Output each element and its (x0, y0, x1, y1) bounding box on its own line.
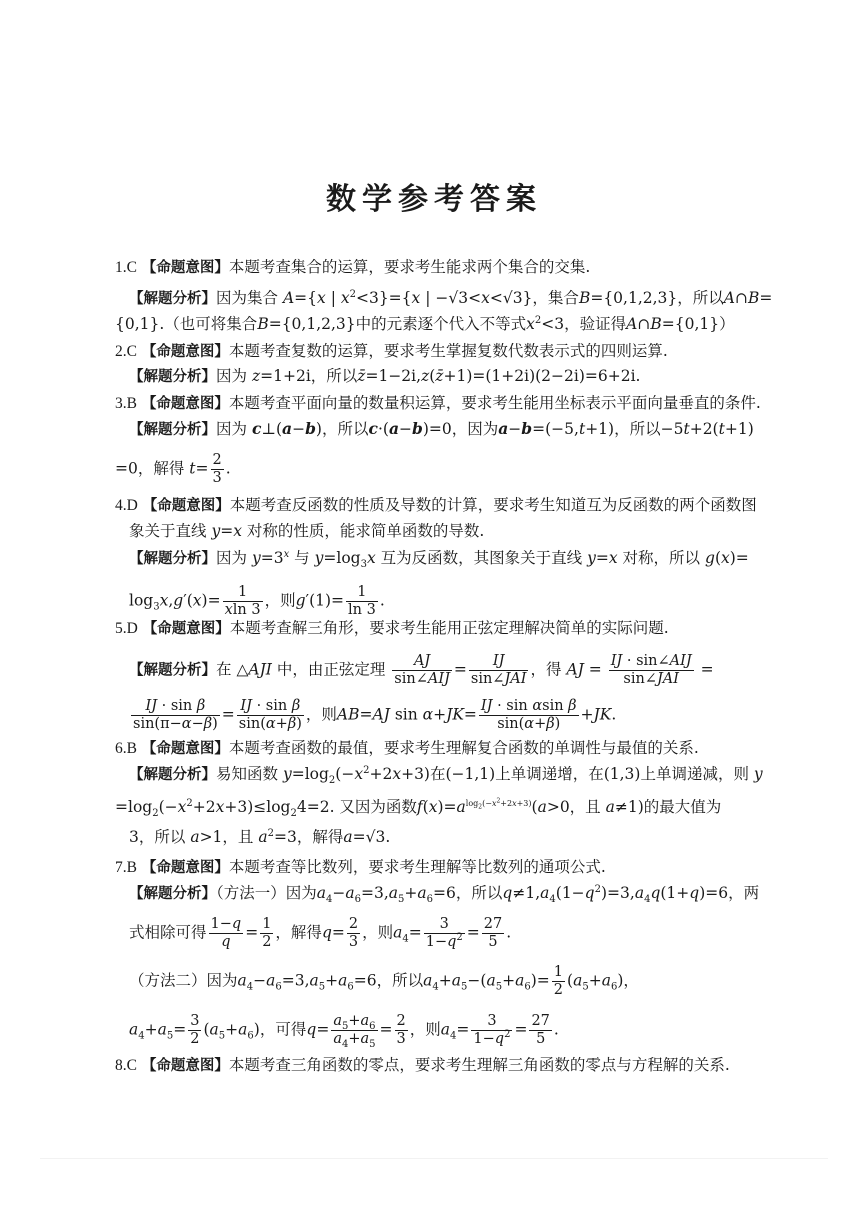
q3-analysis-line: 【解题分析】因为 c⊥(a−b)，所以c·(a−b)=0，因为a−b=(−5,t+1)，所以−5t+2(t+1) (129, 419, 754, 438)
q8-intent-text: 本题考查三角函数的零点，要求考生理解三角函数的零点与方程解的关系. (228, 1056, 730, 1074)
q6-analysis-line: 【解题分析】易知函数 $y=\log_2(-x^2+2x+3)$在(−1,1)上单调递增，在(1,3)上单调递减，则 y (129, 764, 763, 787)
q8-intent-line: 8.C 【命题意图】本题考查三角函数的零点，要求考生理解三角函数的零点与方程解的关系. (115, 1056, 730, 1074)
q6-analysis-line-2: $=\log_2(-x^2+2x+3)\le\log_24=2$. 又因为函数$f(x)=a^{log_2(-x^2+2x+3)}(a>0$，且 a≠1)的最大值为 (115, 797, 722, 820)
q5-analysis-line-2: $\frac{\text{IJ · sin β}}{\sin(\pi-\alpha-\beta)}$ = $\frac{\text{IJ · sin β}}{\sin(\alpha+\beta)}$ ，则AB=AJ sin α+JK= $\frac{\text{IJ · sin αsin β}}{\sin(\alpha+\beta)}$ +JK. (133, 698, 617, 732)
q6-analysis-line-3: 3，所以 a>1，且 $a^2=3$，解得a=√3. (129, 827, 391, 846)
q7-method2-line-2: $a_4+a_5=$ $\frac{3}{2}$ $(a_5+a_6)$，可得q= $\frac{a_5+a_6}{a_4+a_5}$ = $\frac{2}{3}$ ，则$a_4=$ $\frac{3}{1-q^2}$ = $\frac{27}{5}$ . (129, 1013, 559, 1050)
q2-intent-text: 本题考查复数的运算，要求考生掌握复数代数表示式的四则运算. (228, 342, 668, 360)
q7-analysis-line-2: 式相除可得 $\frac{1-q}{q}$ = $\frac{1}{2}$ ，解得q= $\frac{2}{3}$ ，则$a_4=$ $\frac{3}{1-q^2}$ = $\frac{27}{5}$ . (129, 916, 512, 950)
q1-intent-text: 本题考查集合的运算，要求考生能求两个集合的交集. (228, 258, 591, 276)
q1-intent-line (115, 257, 590, 278)
q7-method2-line: （方法二）因为$a_4-a_6=3,a_5+a_6=6$，所以$a_4+a_5-(a_5+a_6)=$ $\frac{1}{2}$ $(a_5+a_6)$， (129, 964, 639, 998)
q3-analysis-line-2: =0，解得 t= $\frac{2}{3}$ . (115, 452, 231, 486)
q1-analysis-line: 【解题分析】因为集合 A={x | $x^2<3\}=\{x$ | −√3<x<√3}，集合B={0,1,2,3}，所以A∩B= (129, 288, 773, 307)
q1-number: 1.C (115, 259, 137, 276)
q3-intent-text: 本题考查平面向量的数量积运算，要求考生能用坐标表示平面向量垂直的条件. (228, 394, 761, 412)
page-title: 数学参考答案 (326, 182, 542, 217)
q1-intent-tag: 【命题意图】 (141, 260, 229, 276)
q7-intent-text: 本题考查等比数列，要求考生理解等比数列的通项公式. (228, 858, 606, 876)
q6-intent-line: 6.B 【命题意图】本题考查函数的最值，要求考生理解复合函数的单调性与最值的关系. (115, 739, 699, 757)
q1-analysis-line-2: {0,1}.（也可将集合B={0,1,2,3}中的元素逐个代入不等式$x^2<3$，验证得A∩B={0,1}） (115, 314, 735, 333)
q6-intent-text: 本题考查函数的最值，要求考生理解复合函数的单调性与最值的关系. (228, 739, 699, 757)
q4-analysis-line: 【解题分析】因为 $y=3^x$ 与 $y=\log_3x$ 互为反函数，其图象关于直线 y=x 对称，所以 g(x)= (129, 548, 749, 571)
q2-analysis-line: 【解题分析】因为 z=1+2i，所以z̄=1−2i,z(z̄+1)=(1+2i)(2−2i)=6+2i. (129, 367, 641, 385)
q4-intent-text: 本题考查反函数的性质及导数的计算，要求考生知道互为反函数的两个函数图 (229, 496, 757, 514)
q4-intent-line-2: 象关于直线 y=x 对称的性质，能求简单函数的导数. (129, 522, 485, 540)
q7-analysis-line: 【解题分析】（方法一）因为$a_4-a_6=3,a_5+a_6=6$，所以$q\ne 1,a_4(1-q^2)=3,a_4q(1+q)=6$，两 (129, 883, 760, 906)
q4-intent-line: 4.D 【命题意图】本题考查反函数的性质及导数的计算，要求考生知道互为反函数的两个函数图 (115, 496, 757, 514)
q4-analysis-line-2: $\log_3x,g'(x)=$ $\frac{1}{xln 3}$ ，则g′(1)= $\frac{1}{\ln 3}$ . (129, 584, 385, 618)
q3-intent-line: 3.B 【命题意图】本题考查平面向量的数量积运算，要求考生能用坐标表示平面向量垂直的条件. (115, 394, 761, 412)
footer-divider (40, 1158, 828, 1159)
q5-intent-text: 本题考查解三角形，要求考生能用正弦定理解决简单的实际问题. (229, 619, 669, 637)
q1-analysis-tag: 【解题分析】 (129, 291, 216, 307)
q5-analysis-line: 【解题分析】在 △AJI 中，由正弦定理 $\frac{AJ}{\text{sin∠AIJ}}$ = $\frac{IJ}{\text{sin∠JAI}}$ ，得 AJ = $\frac{\text{IJ · sin∠AIJ}}{\text{sin∠JAI}}$ = (129, 653, 714, 687)
q5-intent-line: 5.D 【命题意图】本题考查解三角形，要求考生能用正弦定理解决简单的实际问题. (115, 619, 669, 637)
q7-intent-line: 7.B 【命题意图】本题考查等比数列，要求考生理解等比数列的通项公式. (115, 858, 606, 876)
q2-intent-line: 2.C 【命题意图】本题考查复数的运算，要求考生掌握复数代数表示式的四则运算. (115, 342, 668, 360)
